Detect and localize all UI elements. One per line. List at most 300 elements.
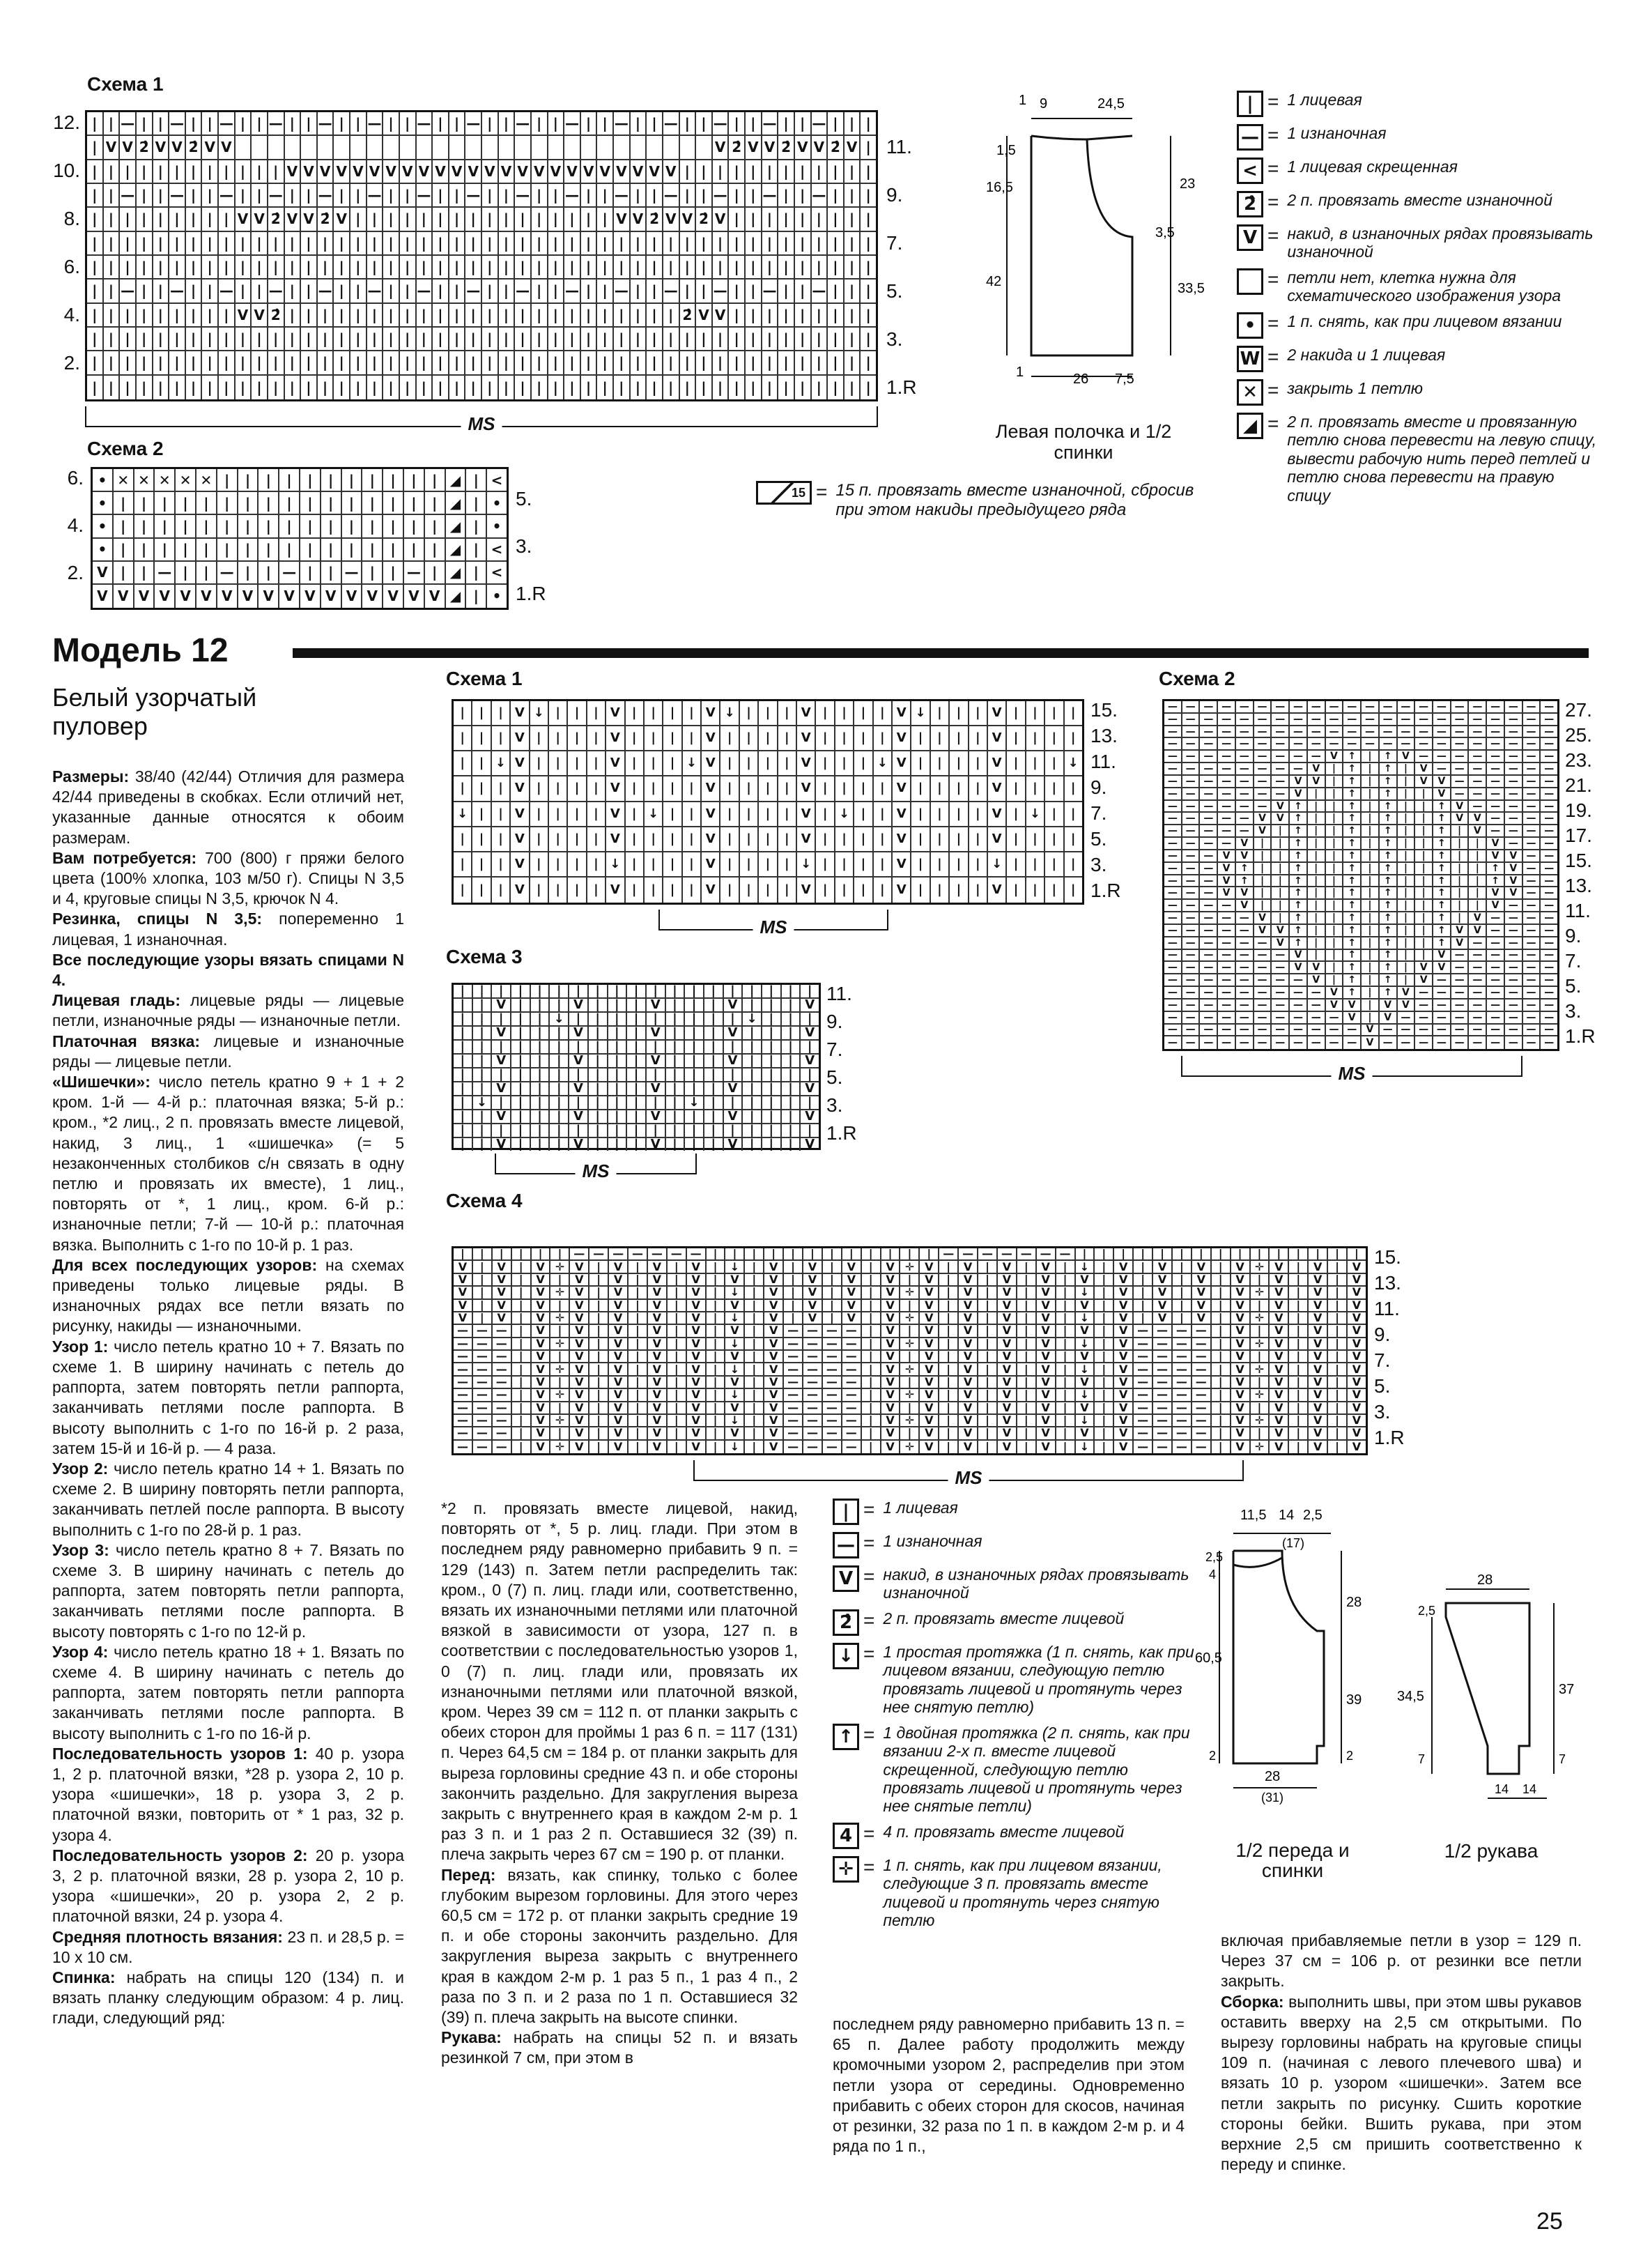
chart-cell: V: [1270, 1312, 1289, 1325]
legend-item: [833, 1823, 1195, 1849]
chart-cell: V: [1114, 1427, 1134, 1440]
chart-cell: V: [797, 827, 816, 852]
chart-cell: |: [862, 1402, 881, 1415]
chart-cell: |: [666, 1096, 686, 1110]
chart-cell: |: [668, 1274, 687, 1287]
chart-cell: V: [1451, 937, 1470, 950]
chart-cell: —: [1505, 1025, 1523, 1037]
chart-cell: V: [383, 585, 404, 608]
chart-cell: |: [531, 1013, 550, 1027]
chart-cell: |: [1469, 875, 1487, 888]
chart-cell: —: [1134, 1427, 1153, 1440]
chart-cell: |: [720, 776, 739, 802]
chart-cell: V: [725, 1351, 745, 1363]
chart-cell: —: [570, 1248, 589, 1261]
chart-cell: —: [1236, 937, 1254, 950]
chart-cell: |: [1362, 825, 1380, 838]
chart-cell: V: [764, 1300, 784, 1312]
chart-row: [1164, 962, 1557, 974]
chart-cell: |: [816, 878, 835, 903]
chart-cell: |: [104, 232, 121, 256]
chart-cell: |: [911, 726, 930, 751]
chart-cell: |: [589, 985, 608, 999]
chart-cell: —: [1469, 1012, 1487, 1025]
chart-cell: |: [1095, 1248, 1114, 1261]
chart-cell: —: [1415, 726, 1433, 739]
chart-cell: |: [647, 376, 663, 399]
chart-cell: |: [627, 1124, 647, 1138]
chart-cell: V: [1487, 838, 1505, 850]
chart-cell: |: [433, 184, 449, 208]
chart-cell: |: [512, 1441, 532, 1453]
chart-cell: |: [492, 827, 511, 852]
chart-cell: |: [511, 1124, 531, 1138]
chart-cell: |: [196, 562, 217, 585]
chart-row: [454, 776, 1082, 802]
chart-cell: |: [104, 184, 121, 208]
chart-cell: |: [511, 1110, 531, 1124]
dim-24-5: 24,5: [1097, 96, 1125, 112]
chart-cell: V: [1153, 1300, 1173, 1312]
chart-cell: |: [472, 701, 491, 726]
chart-cell: |: [1114, 1248, 1134, 1261]
chart-cell: —: [493, 1415, 512, 1427]
chart-cell: |: [1095, 1325, 1114, 1338]
chart-cell: |: [740, 827, 759, 852]
chart-cell: |: [762, 1124, 782, 1138]
chart-cell: —: [1451, 950, 1470, 963]
chart-cell: V: [1114, 1287, 1134, 1299]
chart-cell: —: [1505, 900, 1523, 912]
chart-cell: V: [998, 1389, 1017, 1402]
legend-equals: =: [863, 1609, 875, 1631]
chart-cell: V: [1343, 999, 1362, 1012]
chart-cell: V: [1451, 813, 1470, 825]
chart-cell: |: [743, 1027, 762, 1041]
chart-cell: —: [1017, 1248, 1037, 1261]
row-number: 7.: [886, 232, 903, 254]
chart-cell: —: [1362, 738, 1380, 751]
chart-cell: ↑: [1290, 850, 1308, 863]
chart-cell: —: [1326, 1025, 1344, 1037]
chart-cell: V: [1505, 863, 1523, 875]
chart-cell: |: [531, 999, 550, 1013]
chart-cell: ↑: [1343, 788, 1362, 801]
chart-cell: |: [259, 515, 279, 538]
heading-bar: [293, 648, 1589, 658]
chart-cell: |: [663, 802, 682, 827]
legend-symbol-icon: ✛: [833, 1856, 859, 1883]
chart-cell: —: [1236, 763, 1254, 776]
chart-cell: |: [627, 1013, 647, 1027]
chart-cell: V: [1231, 1363, 1251, 1376]
chart-cell: V: [367, 160, 384, 184]
chart-cell: |: [614, 256, 631, 279]
chart-cell: |: [1289, 1441, 1309, 1453]
chart-cell: |: [383, 279, 400, 303]
chart-cell: |: [1095, 1389, 1114, 1402]
chart-cell: |: [454, 1055, 473, 1068]
chart-cell: V: [842, 1261, 862, 1273]
chart-cell: V: [920, 1325, 939, 1338]
chart-cell: |: [812, 304, 828, 328]
chart-cell: |: [153, 184, 170, 208]
chart-cell: |: [137, 279, 153, 303]
paragraph-heading: Перед:: [441, 1865, 496, 1884]
chart-cell: V: [1272, 937, 1290, 950]
chart-cell: ↑: [1380, 962, 1398, 974]
chart-cell: V: [648, 1402, 668, 1415]
chart-cell: V: [803, 1261, 823, 1273]
chart-cell: |: [531, 1027, 550, 1041]
chart-cell: —: [823, 1415, 842, 1427]
chart-cell: |: [153, 351, 170, 375]
chart-cell: —: [1541, 925, 1557, 937]
chart-cell: |: [816, 827, 835, 852]
chart-cell: V: [569, 1027, 589, 1041]
chart-cell: —: [1192, 1415, 1212, 1427]
chart-cell: |: [400, 256, 417, 279]
chart-cell: |: [1076, 1248, 1095, 1261]
chart-cell: |: [367, 256, 384, 279]
chart-row: [1164, 726, 1557, 739]
chart-cell: |: [795, 304, 812, 328]
chart-cell: —: [1326, 714, 1344, 726]
legend-item: [833, 1609, 1195, 1636]
chart-cell: —: [1541, 726, 1557, 739]
chart-cell: ◢: [446, 539, 467, 562]
chart-row: [454, 1096, 819, 1110]
chart-cell: •: [93, 469, 114, 492]
chart-cell: |: [759, 751, 778, 776]
row-number: 9.: [826, 1011, 843, 1032]
chart-cell: —: [473, 1351, 493, 1363]
chart-cell: |: [1251, 1274, 1270, 1287]
paragraph: Последовательность узоров 1: 40 р. узора 1, 2 р. платочной вязки, *28 р. узора 2, 10 р. узора «шишечки», 18 р. узора 3, 2 р. платочной вязки, повторить от * 1 раз, 32 р. узора 4.: [52, 1744, 404, 1844]
chart-cell: |: [186, 304, 203, 328]
chart-cell: —: [614, 112, 631, 136]
chart-cell: |: [1212, 1312, 1231, 1325]
chart-cell: |: [627, 1110, 647, 1124]
chart-cell: |: [707, 1312, 726, 1325]
chart-cell: —: [1182, 701, 1201, 714]
chart-cell: |: [300, 492, 321, 515]
chart-cell: —: [1523, 850, 1541, 863]
chart-cell: |: [465, 328, 482, 351]
chart-cell: V: [1076, 1300, 1095, 1312]
chart-cell: |: [724, 1013, 743, 1027]
chart-cell: |: [969, 802, 988, 827]
chart-cell: V: [609, 1427, 629, 1440]
chart-cell: |: [608, 1027, 628, 1041]
chart-cell: |: [608, 1138, 628, 1151]
chart-cell: V: [920, 1377, 939, 1389]
chart-cell: —: [823, 1338, 842, 1351]
m12-chart1-ms: [658, 910, 888, 937]
chart-cell: |: [1451, 825, 1470, 838]
chart-cell: |: [532, 279, 548, 303]
chart-cell: |: [795, 184, 812, 208]
chart-cell: V: [1272, 813, 1290, 825]
chart-cell: ↑: [1343, 763, 1362, 776]
chart-cell: —: [493, 1377, 512, 1389]
chart-cell: ✛: [550, 1312, 570, 1325]
chart-cell: |: [466, 515, 487, 538]
chart-cell: |: [778, 878, 797, 903]
chart-cell: —: [1254, 751, 1272, 763]
chart-cell: |: [862, 1377, 881, 1389]
legend-item: [1237, 124, 1599, 151]
chart-cell: |: [828, 160, 845, 184]
chart-cell: |: [939, 1325, 959, 1338]
row-number: 1.R: [1565, 1025, 1596, 1047]
chart-cell: |: [134, 492, 155, 515]
chart-cell: ↑: [1380, 900, 1398, 912]
chart-cell: |: [1469, 900, 1487, 912]
chart-cell: |: [581, 376, 598, 399]
chart-cell: |: [1326, 912, 1344, 925]
chart-cell: V: [417, 160, 433, 184]
chart-cell: |: [512, 1261, 532, 1273]
chart-cell: V: [1114, 1261, 1134, 1273]
chart-cell: ↓: [725, 1261, 745, 1273]
chart-cell: 2̂: [647, 208, 663, 231]
chart-cell: |: [433, 232, 449, 256]
chart-cell: —: [1254, 962, 1272, 974]
chart-cell: |: [762, 1013, 782, 1027]
chart-cell: |: [334, 112, 350, 136]
chart-cell: —: [564, 279, 581, 303]
legend-symbol-icon: |: [1237, 91, 1263, 117]
chart-cell: |: [87, 232, 104, 256]
chart-cell: V: [998, 1351, 1017, 1363]
chart-cell: —: [1469, 801, 1487, 813]
chart-cell: |: [512, 1300, 532, 1312]
chart-cell: |: [581, 304, 598, 328]
chart-cell: |: [939, 1363, 959, 1376]
chart-cell: —: [803, 1402, 823, 1415]
chart-cell: —: [1523, 788, 1541, 801]
chart-cell: |: [568, 776, 587, 802]
chart-cell: |: [759, 878, 778, 903]
chart-cell: |: [668, 1312, 687, 1325]
chart-cell: —: [784, 1415, 803, 1427]
chart-cell: V: [920, 1312, 939, 1325]
chart-cell: |: [762, 985, 782, 999]
row-number: 4.: [67, 514, 84, 536]
chart-cell: —: [1433, 987, 1451, 999]
chart-cell: |: [854, 701, 873, 726]
chart-cell: |: [531, 1096, 550, 1110]
chart-cell: —: [120, 184, 137, 208]
chart-cell: |: [219, 232, 236, 256]
chart-cell: —: [823, 1402, 842, 1415]
row-number: 1.R: [826, 1122, 857, 1144]
chart-cell: |: [589, 1261, 609, 1273]
chart-cell: —: [803, 1325, 823, 1338]
chart-cell: |: [746, 208, 762, 231]
chart-cell: V: [570, 1300, 589, 1312]
chart-cell: |: [854, 827, 873, 852]
chart-cell: |: [587, 802, 606, 827]
chart-cell: V: [1153, 1312, 1173, 1325]
chart-cell: |: [828, 328, 845, 351]
chart-cell: |: [1212, 1441, 1231, 1453]
chart-cell: |: [482, 279, 499, 303]
chart-cell: |: [720, 751, 739, 776]
chart-cell: —: [1134, 1325, 1153, 1338]
chart-cell: |: [939, 1377, 959, 1389]
chart-cell: |: [845, 376, 861, 399]
chart-cell: —: [1236, 813, 1254, 825]
chart-cell: |: [745, 1351, 764, 1363]
chart-cell: |: [950, 827, 969, 852]
legend-symbol-icon: •: [1237, 312, 1263, 339]
chart-cell: |: [259, 469, 279, 492]
chart-cell: |: [334, 328, 350, 351]
chart-cell: |: [1007, 701, 1026, 726]
chart-cell: |: [939, 1261, 959, 1273]
chart-cell: V: [1231, 1261, 1251, 1273]
chart-cell: |: [939, 1287, 959, 1299]
chart-cell: V: [713, 136, 730, 160]
chart-cell: |: [1328, 1325, 1348, 1338]
chart-cell: |: [1326, 962, 1344, 974]
chart-cell: V: [318, 160, 334, 184]
chart-cell: —: [1200, 850, 1218, 863]
ms-label: MS: [948, 1467, 989, 1489]
chart-cell: |: [608, 985, 628, 999]
chart-cell: |: [950, 802, 969, 827]
chart-cell: V: [881, 1351, 901, 1363]
chart-cell: —: [1469, 776, 1487, 788]
chart-cell: V: [1309, 1389, 1328, 1402]
chart-cell: —: [1487, 776, 1505, 788]
chart-cell: |: [549, 751, 568, 776]
chart-cell: —: [1505, 714, 1523, 726]
chart-cell: ↑: [1343, 974, 1362, 987]
chart-cell: V: [569, 1055, 589, 1068]
chart-cell: V: [202, 136, 219, 160]
chart-row: [1164, 1036, 1557, 1049]
chart-cell: |: [939, 1389, 959, 1402]
chart-cell: |: [550, 985, 569, 999]
chart-cell: |: [1348, 1248, 1366, 1261]
chart-row: [454, 802, 1082, 827]
chart-cell: V: [648, 1338, 668, 1351]
sleeve-schematic: [1376, 1565, 1582, 1830]
chart-cell: |: [1362, 763, 1380, 776]
chart-cell: V: [1114, 1312, 1134, 1325]
chart-cell: |: [743, 1041, 762, 1055]
chart-cell: |: [134, 539, 155, 562]
chart-cell: —: [1469, 763, 1487, 776]
chart-cell: V: [1270, 1325, 1289, 1338]
chart-cell: |: [238, 515, 259, 538]
legend-equals: =: [1267, 91, 1279, 112]
chart-cell: ↑: [1343, 875, 1362, 888]
chart-cell: [680, 136, 697, 160]
chart-cell: |: [812, 376, 828, 399]
chart-cell: |: [778, 751, 797, 776]
chart-cell: —: [1182, 999, 1201, 1012]
legend-text: 1 двойная протяжка (2 п. снять, как при вязании 2-х п. вместе лицевой скрещенной, следующую петлю провязать лицевой и протянуть через нее снятые петли): [883, 1723, 1190, 1816]
chart-cell: V: [609, 1312, 629, 1325]
chart-cell: —: [1192, 1351, 1212, 1363]
chart-cell: |: [743, 1068, 762, 1082]
chart-cell: V: [764, 1261, 784, 1273]
paragraph: [52, 950, 404, 990]
chart-cell: |: [782, 1138, 801, 1151]
dim-1b: 1: [1016, 365, 1024, 380]
chart-cell: |: [473, 1110, 493, 1124]
chart-cell: —: [1254, 937, 1272, 950]
chart-cell: [400, 136, 417, 160]
chart-cell: —: [1200, 825, 1218, 838]
chart-cell: |: [1017, 1312, 1037, 1325]
legend-text: 1 п. снять, как при лицевом вязании: [1287, 312, 1562, 330]
chart-cell: —: [473, 1402, 493, 1415]
chart-cell: ✛: [1251, 1441, 1270, 1453]
chart-cell: —: [515, 112, 532, 136]
chart-cell: —: [1469, 726, 1487, 739]
chart-cell: ↑: [1290, 863, 1308, 875]
chart-cell: |: [318, 304, 334, 328]
chart-cell: —: [1415, 738, 1433, 751]
chart-cell: |: [743, 1124, 762, 1138]
chart-cell: V: [532, 1363, 551, 1376]
chart-cell: |: [153, 279, 170, 303]
chart-cell: |: [729, 184, 746, 208]
row-number: 21.: [1565, 774, 1592, 796]
chart-cell: —: [1153, 1415, 1173, 1427]
chart-cell: |: [252, 232, 268, 256]
chart-cell: —: [1343, 1025, 1362, 1037]
chart-cell: ✛: [1251, 1415, 1270, 1427]
chart-cell: ✕: [196, 469, 217, 492]
chart-cell: —: [663, 184, 680, 208]
chart-cell: —: [1487, 925, 1505, 937]
chart-cell: |: [569, 1041, 589, 1055]
chart-cell: —: [1182, 1012, 1201, 1025]
chart-cell: V: [1326, 751, 1344, 763]
legend-equals: =: [1267, 378, 1279, 401]
chart-cell: V: [570, 1325, 589, 1338]
chart-cell: |: [417, 208, 433, 231]
chart-cell: |: [978, 1261, 998, 1273]
chart-cell: |: [1415, 813, 1433, 825]
chart-cell: |: [645, 852, 663, 878]
chart-cell: V: [881, 1377, 901, 1389]
chart-cell: |: [931, 726, 950, 751]
chart-cell: —: [998, 1248, 1017, 1261]
chart-cell: ↑: [1343, 838, 1362, 850]
chart-cell: —: [1326, 738, 1344, 751]
chart-cell: |: [1212, 1248, 1231, 1261]
chart-cell: |: [321, 515, 342, 538]
chart-cell: 2̂: [318, 208, 334, 231]
chart-cell: —: [1192, 1441, 1212, 1453]
chart-row: [454, 1389, 1366, 1402]
chart-cell: |: [1328, 1351, 1348, 1363]
chart-cell: V: [609, 1441, 629, 1453]
chart-cell: 2̂: [137, 136, 153, 160]
chart-cell: V: [713, 208, 730, 231]
chart-cell: |: [417, 256, 433, 279]
chart-cell: V: [648, 1427, 668, 1440]
chart-cell: |: [383, 112, 400, 136]
chart-cell: —: [493, 1325, 512, 1338]
